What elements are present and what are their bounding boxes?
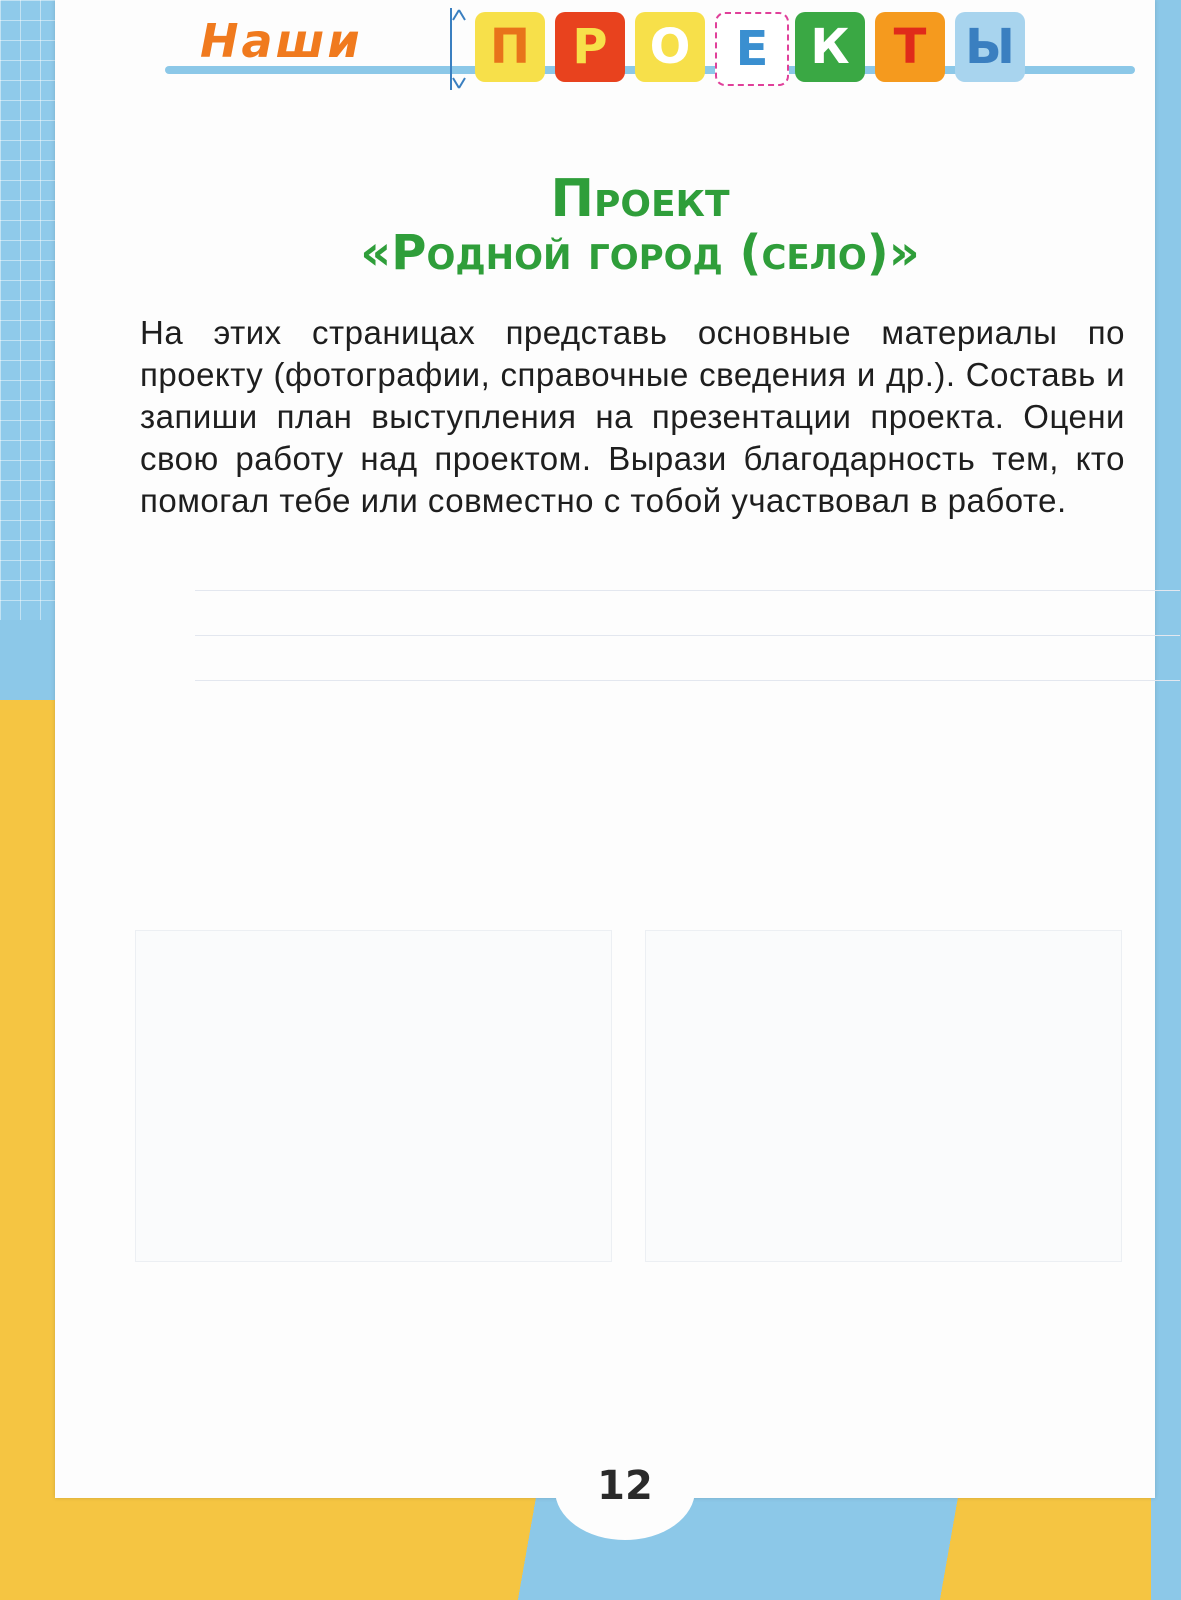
show-through-photo-left	[135, 930, 612, 1262]
banner-tile-1: П	[475, 12, 545, 82]
page-number: 12	[597, 1463, 653, 1509]
banner-letter-tiles	[475, 8, 1115, 98]
banner-word: Наши	[200, 14, 363, 68]
title-line-2: «Родной город (село)»	[360, 225, 920, 281]
section-banner	[165, 8, 1135, 98]
banner-tile-3: О	[635, 12, 705, 82]
show-through-photo-right	[645, 930, 1122, 1262]
banner-tile-7: Ы	[955, 12, 1025, 82]
title-line-1: Проект	[550, 169, 730, 229]
banner-tile-2: Р	[555, 12, 625, 82]
background-right-strip	[1151, 0, 1181, 1600]
vertical-arrow-icon	[450, 8, 466, 90]
banner-tile-4: Е	[715, 12, 789, 86]
page-title	[200, 169, 1080, 281]
banner-tile-6: Т	[875, 12, 945, 82]
instruction-paragraph: На этих страницах представь основные материалы по проекту (фотографии, справочные сведения и др.). Составь и запиши план выступления на презентации проекта. Оцени свою работу над проектом. Вырази благодарность тем, кто помогал тебе или совместно с тобой участвовал в работе.	[140, 314, 1125, 519]
page-number-badge	[555, 1440, 695, 1540]
banner-tile-5: К	[795, 12, 865, 82]
show-through-lines	[195, 590, 1180, 730]
